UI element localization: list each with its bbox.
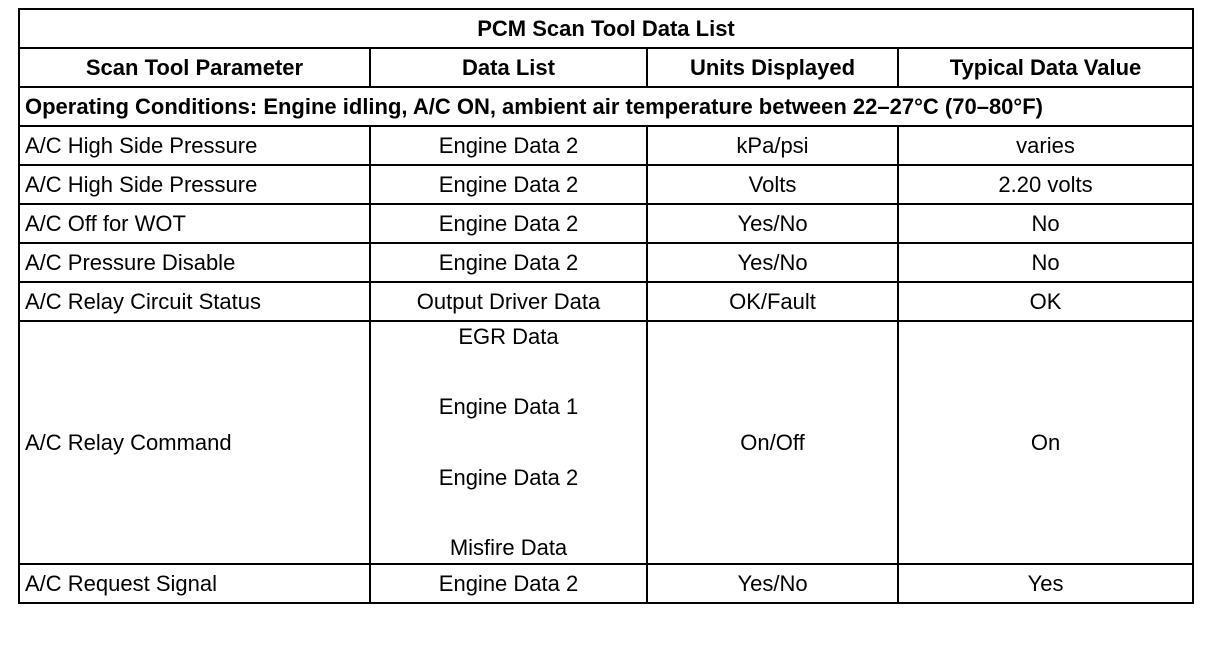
cell-typical-value: No — [898, 204, 1193, 243]
scan-tool-data-table — [18, 8, 1194, 604]
cell-units: Yes/No — [647, 564, 898, 603]
cell-data-list: Engine Data 2 — [370, 243, 647, 282]
cell-typical-value: Yes — [898, 564, 1193, 603]
cell-typical-value: On — [898, 321, 1193, 564]
data-list-item: Misfire Data — [449, 534, 568, 560]
table-row — [19, 282, 1193, 321]
cell-parameter: A/C High Side Pressure — [19, 126, 370, 165]
data-list-stack — [375, 325, 642, 560]
cell-typical-value: No — [898, 243, 1193, 282]
data-list-item: Engine Data 2 — [438, 464, 579, 490]
cell-typical-value: varies — [898, 126, 1193, 165]
table-row — [19, 126, 1193, 165]
cell-units: On/Off — [647, 321, 898, 564]
cell-data-list — [370, 321, 647, 564]
data-list-item: Engine Data 1 — [438, 394, 579, 420]
cell-data-list: Engine Data 2 — [370, 564, 647, 603]
cell-typical-value: OK — [898, 282, 1193, 321]
table-row — [19, 204, 1193, 243]
table-row — [19, 165, 1193, 204]
cell-data-list: Engine Data 2 — [370, 165, 647, 204]
cell-data-list: Engine Data 2 — [370, 204, 647, 243]
cell-units: Yes/No — [647, 204, 898, 243]
scan-tool-table-container — [18, 8, 1192, 604]
header-data-list: Data List — [370, 48, 647, 87]
cell-typical-value: 2.20 volts — [898, 165, 1193, 204]
table-title-row — [19, 9, 1193, 48]
cell-parameter: A/C Off for WOT — [19, 204, 370, 243]
cell-parameter: A/C Relay Command — [19, 321, 370, 564]
cell-units: OK/Fault — [647, 282, 898, 321]
table-title: PCM Scan Tool Data List — [19, 9, 1193, 48]
header-scan-tool-parameter: Scan Tool Parameter — [19, 48, 370, 87]
table-row — [19, 321, 1193, 564]
cell-data-list: Engine Data 2 — [370, 126, 647, 165]
operating-conditions-row — [19, 87, 1193, 126]
table-row — [19, 243, 1193, 282]
cell-parameter: A/C Request Signal — [19, 564, 370, 603]
cell-units: kPa/psi — [647, 126, 898, 165]
cell-units: Yes/No — [647, 243, 898, 282]
cell-parameter: A/C Pressure Disable — [19, 243, 370, 282]
cell-parameter: A/C High Side Pressure — [19, 165, 370, 204]
data-list-item: EGR Data — [458, 324, 559, 349]
table-header-row — [19, 48, 1193, 87]
cell-units: Volts — [647, 165, 898, 204]
header-units-displayed: Units Displayed — [647, 48, 898, 87]
cell-data-list: Output Driver Data — [370, 282, 647, 321]
operating-conditions: Operating Conditions: Engine idling, A/C ON, ambient air temperature between 22–27°C (70–80°F) — [19, 87, 1193, 126]
table-row — [19, 564, 1193, 603]
header-typical-data-value: Typical Data Value — [898, 48, 1193, 87]
cell-parameter: A/C Relay Circuit Status — [19, 282, 370, 321]
